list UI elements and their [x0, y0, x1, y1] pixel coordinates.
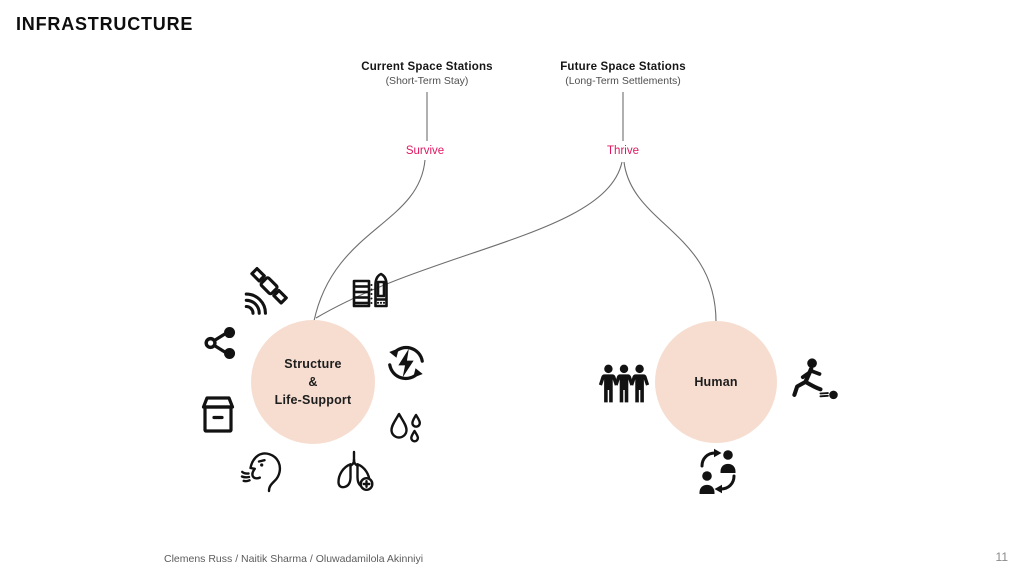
keyword-survive: Survive [403, 145, 447, 157]
column-header-future [503, 61, 743, 87]
slide-title: INFRASTRUCTURE [16, 14, 194, 34]
column-subheading: (Long-Term Settlements) [565, 75, 681, 87]
structure-node [251, 320, 375, 444]
page-number: 11 [995, 550, 1008, 564]
person-kicking-ball-icon [786, 356, 840, 404]
connector-thrive-right-curve [624, 162, 716, 322]
authors-footer: Clemens Russ / Naitik Sharma / Oluwadamilola Akinniyi [164, 553, 424, 565]
share-network-icon [202, 323, 240, 363]
water-droplets-icon [387, 410, 425, 448]
storage-box-icon [196, 393, 240, 437]
column-heading: Current Space Stations [361, 61, 493, 73]
column-subheading: (Short-Term Stay) [385, 75, 469, 87]
energy-cycle-icon [385, 342, 427, 384]
breathing-face-icon [239, 446, 287, 494]
people-exchange-icon [695, 446, 741, 496]
habitat-module-icon [350, 270, 396, 316]
lungs-health-icon [333, 449, 375, 491]
human-node [655, 321, 777, 443]
keyword-thrive: Thrive [604, 145, 642, 157]
satellite-icon [238, 263, 296, 321]
people-group-icon [598, 362, 650, 406]
structure-node-label: Structure & Life-Support [274, 356, 352, 408]
column-heading: Future Space Stations [560, 61, 686, 73]
human-node-label: Human [694, 374, 738, 389]
